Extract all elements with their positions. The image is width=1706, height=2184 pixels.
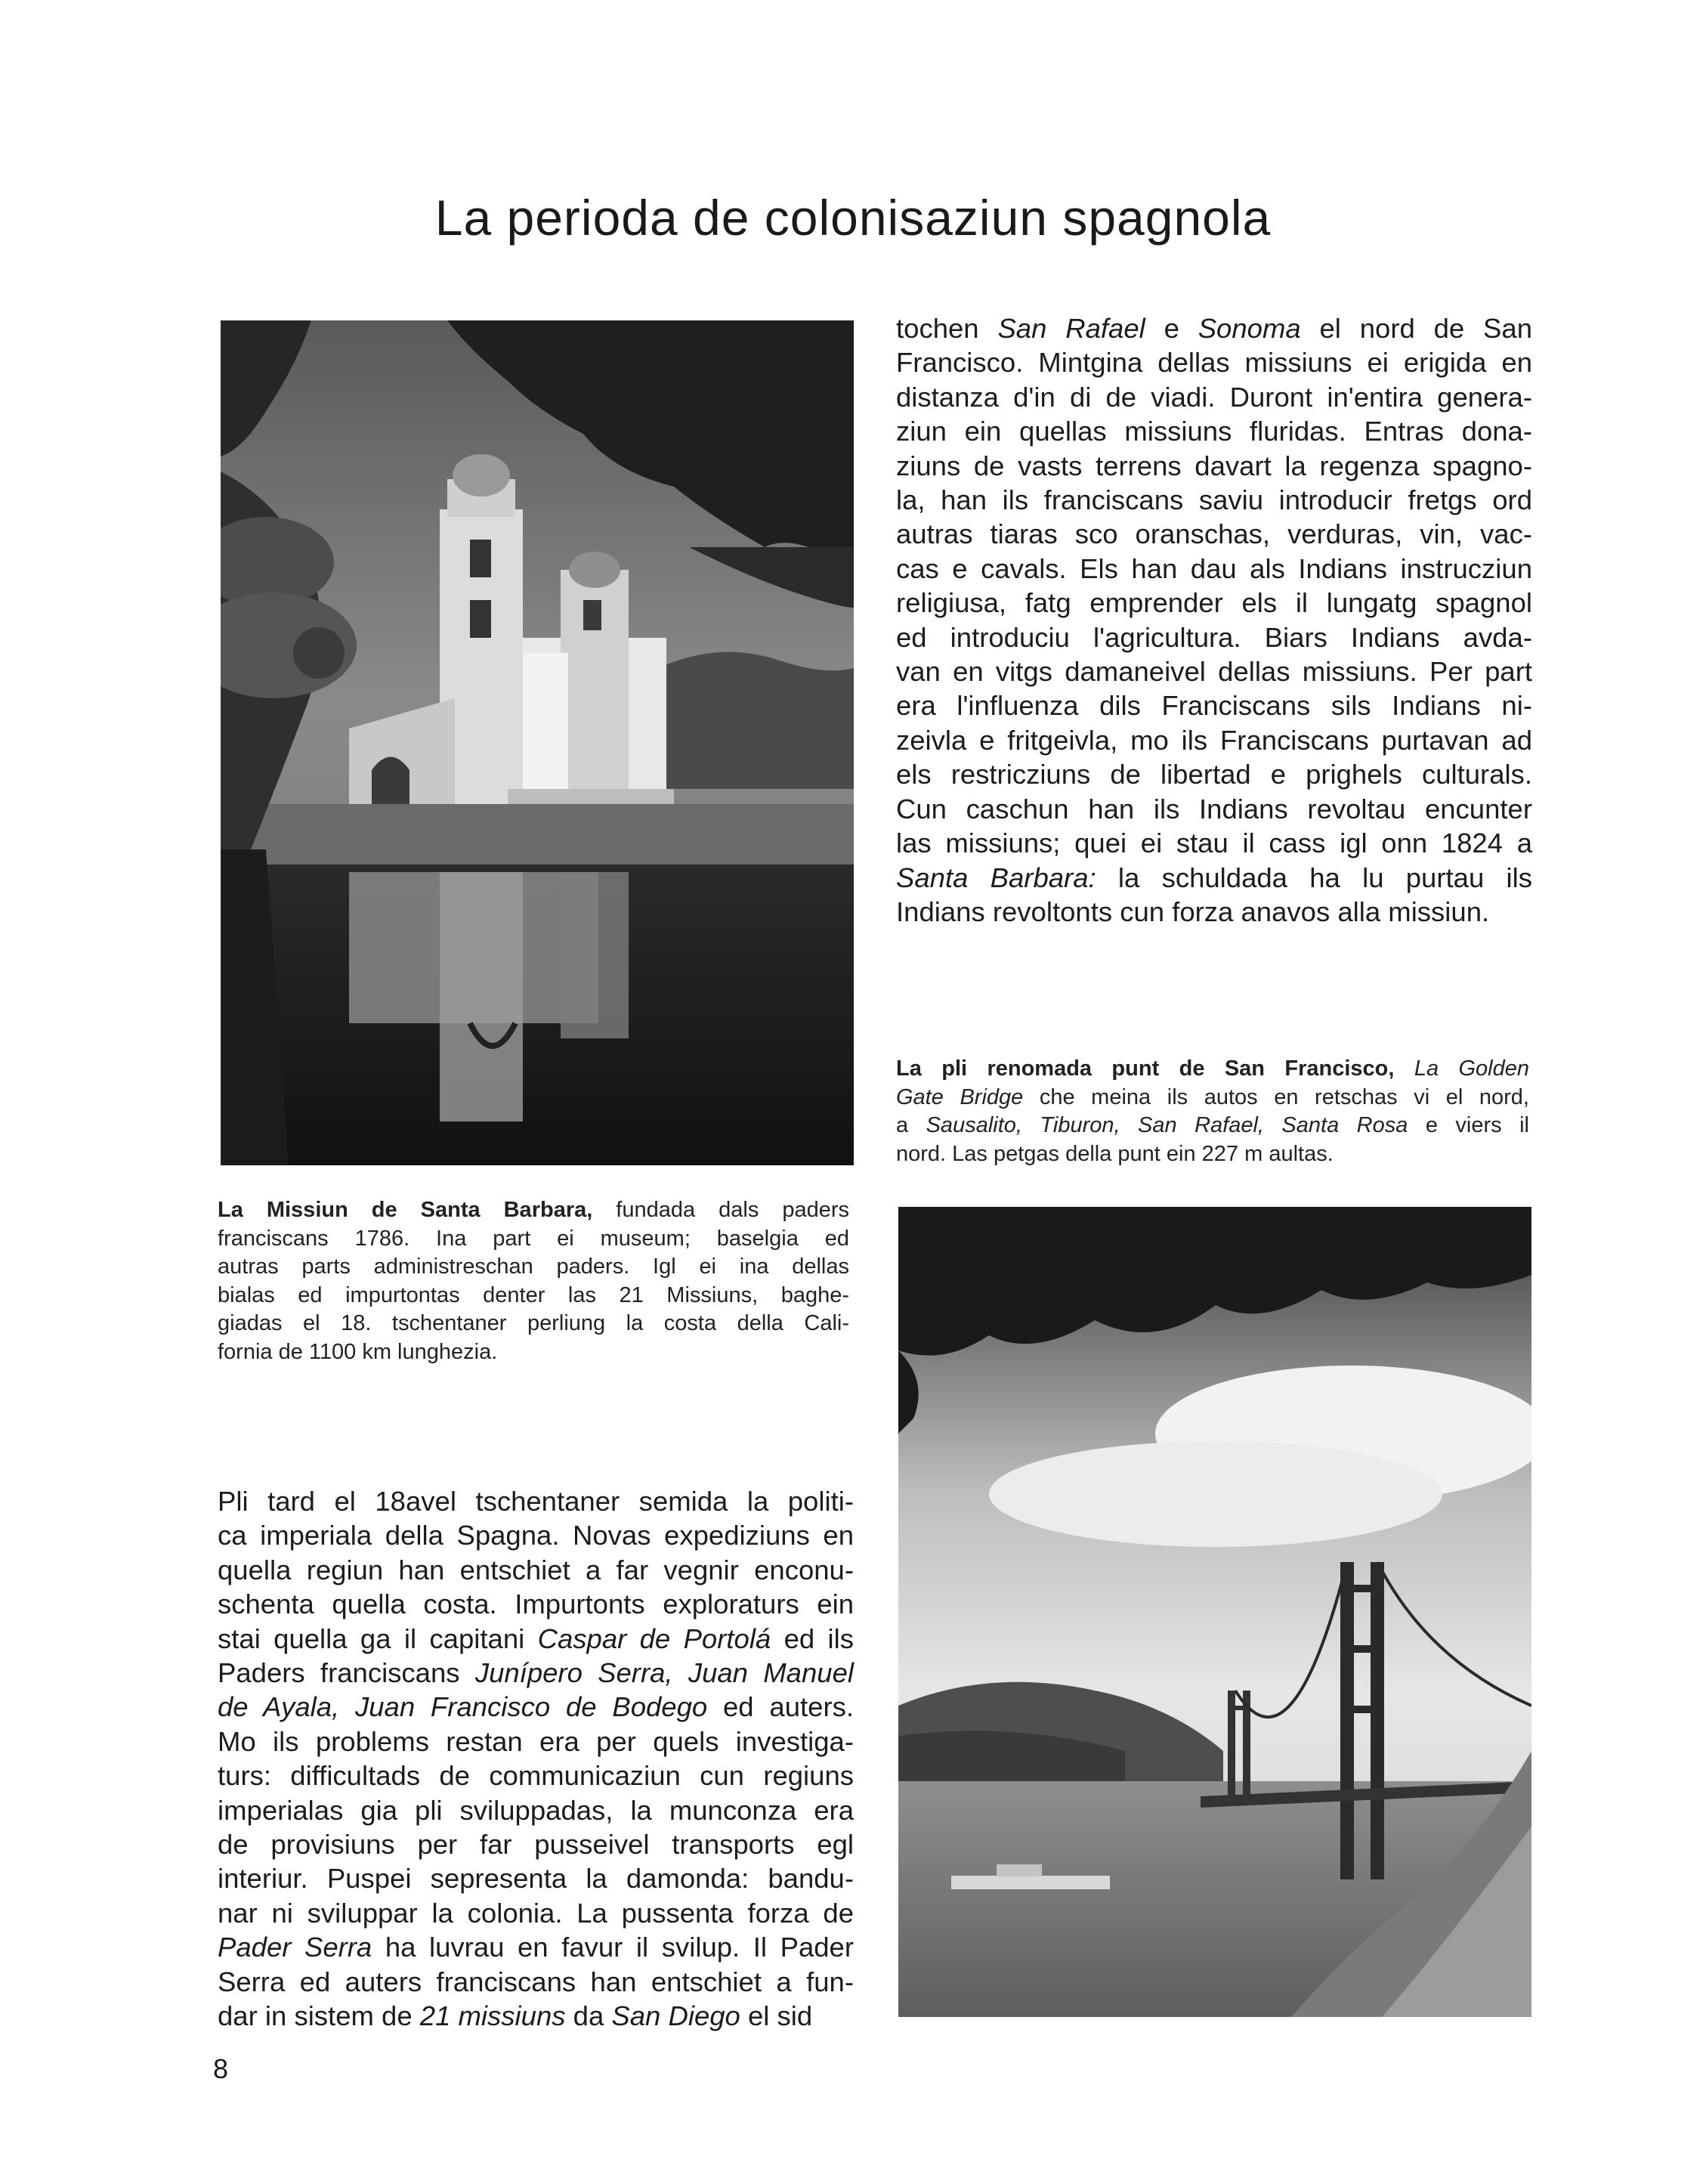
text-line: ca imperiala della Spagna. Novas expediziuns en [218, 1520, 854, 1551]
text-line: la, han ils franciscans saviu introducir fretgs ord [896, 484, 1532, 516]
text-line: imperialas gia pli sviluppadas, la munconza era [218, 1794, 854, 1826]
text-line: Francisco. Mintgina dellas missiuns ei erigida en [896, 347, 1532, 379]
text-line: ziun ein quellas missiuns fluridas. Entras dona- [896, 416, 1532, 447]
text-line: La pli renomada punt de San Francisco, La Golden [896, 1056, 1530, 1081]
text-line: distanza d'in di de viadi. Duront in'entira genera- [896, 381, 1532, 413]
text-line: van en vitgs damaneivel dellas missiuns. Per part [896, 656, 1532, 688]
text-line: els restricziuns de libertad e prighels culturals. [896, 759, 1532, 790]
bridge-caption [896, 1055, 1529, 1168]
right-column-text [896, 311, 1532, 929]
text-line: nord. Las petgas della punt ein 227 m aultas. [896, 1141, 1334, 1166]
text-line: era l'influenza dils Franciscans sils Indians ni- [896, 690, 1532, 722]
text-line: Gate Bridge che meina ils autos en retschas vi el nord, [896, 1084, 1529, 1109]
text-line: ziuns de vasts terrens davart la regenza spagno- [896, 450, 1532, 481]
text-line: religiusa, fatg emprender els il lungatg spagnol [896, 587, 1532, 619]
text-line: franciscans 1786. Ina part ei museum; baselgia ed [218, 1226, 849, 1251]
text-line: de Ayala, Juan Francisco de Bodego ed auters. [218, 1691, 854, 1723]
text-line: autras tiaras sco oranschas, verduras, vin, vac- [896, 518, 1532, 550]
text-line: quella regiun han entschiet a far vegnir enconu- [218, 1554, 854, 1585]
text-line: schenta quella costa. Impurtonts exploraturs ein [218, 1589, 854, 1620]
text-line: cas e cavals. Els han dau als Indians instrucziun [896, 552, 1532, 584]
text-line: interiur. Puspei sepresenta la damonda: bandu- [218, 1863, 854, 1895]
text-line: dar in sistem de 21 missiuns da San Diego el sid [218, 2000, 813, 2032]
text-line: Santa Barbara: la schuldada ha lu purtau ils [896, 862, 1532, 893]
text-line: Serra ed auters franciscans han entschiet a fun- [218, 1966, 854, 1997]
text-line: ed introduciu l'agricultura. Biars Indians avda- [896, 621, 1532, 653]
text-line: tochen San Rafael e Sonoma el nord de San [896, 313, 1532, 344]
text-line: Mo ils problems restan era per quels investiga- [218, 1725, 854, 1757]
text-line: stai quella ga il capitani Caspar de Portolá ed ils [218, 1623, 855, 1654]
text-line: nar ni sviluppar la colonia. La pussenta forza de [218, 1897, 854, 1929]
text-line: a Sausalito, Tiburon, San Rafael, Santa Rosa e viers il [896, 1113, 1529, 1137]
text-line: Indians revoltonts cun forza anavos alla missiun. [896, 896, 1490, 927]
left-column-text [218, 1484, 854, 2034]
mission-photo [221, 320, 854, 1165]
text-line: fornia de 1100 km lunghezia. [218, 1339, 498, 1364]
text-line: de provisiuns per far pusseivel transports egl [218, 1829, 854, 1861]
text-line: La Missiun de Santa Barbara, fundada dals paders [218, 1198, 849, 1222]
text-line: autras parts administreschan paders. Igl ei ina dellas [218, 1254, 849, 1279]
text-line: Paders franciscans Junípero Serra, Juan Manuel [218, 1657, 854, 1689]
text-line: giadas el 18. tschentaner perliung la costa della Cali- [218, 1311, 849, 1335]
text-line: zeivla e fritgeivla, mo ils Franciscans purtavan ad [896, 724, 1532, 756]
text-line: turs: difficultads de communicaziun cun regiuns [218, 1760, 854, 1792]
page-title: La perioda de colonisaziun spagnola [434, 190, 1272, 246]
text-line: las missiuns; quei ei stau il cass igl onn 1824 a [896, 828, 1532, 859]
text-line: bialas ed impurtontas denter las 21 Missiuns, baghe- [218, 1282, 849, 1307]
text-line: Cun caschun han ils Indians revoltau encunter [896, 793, 1532, 824]
bridge-photo [898, 1207, 1531, 2017]
text-line: Pader Serra ha luvrau en favur il svilup. Il Pader [218, 1932, 854, 1963]
page-number: 8 [213, 2053, 229, 2084]
text-line: Pli tard el 18avel tschentaner semida la politi- [218, 1486, 854, 1517]
mission-caption [218, 1196, 849, 1366]
